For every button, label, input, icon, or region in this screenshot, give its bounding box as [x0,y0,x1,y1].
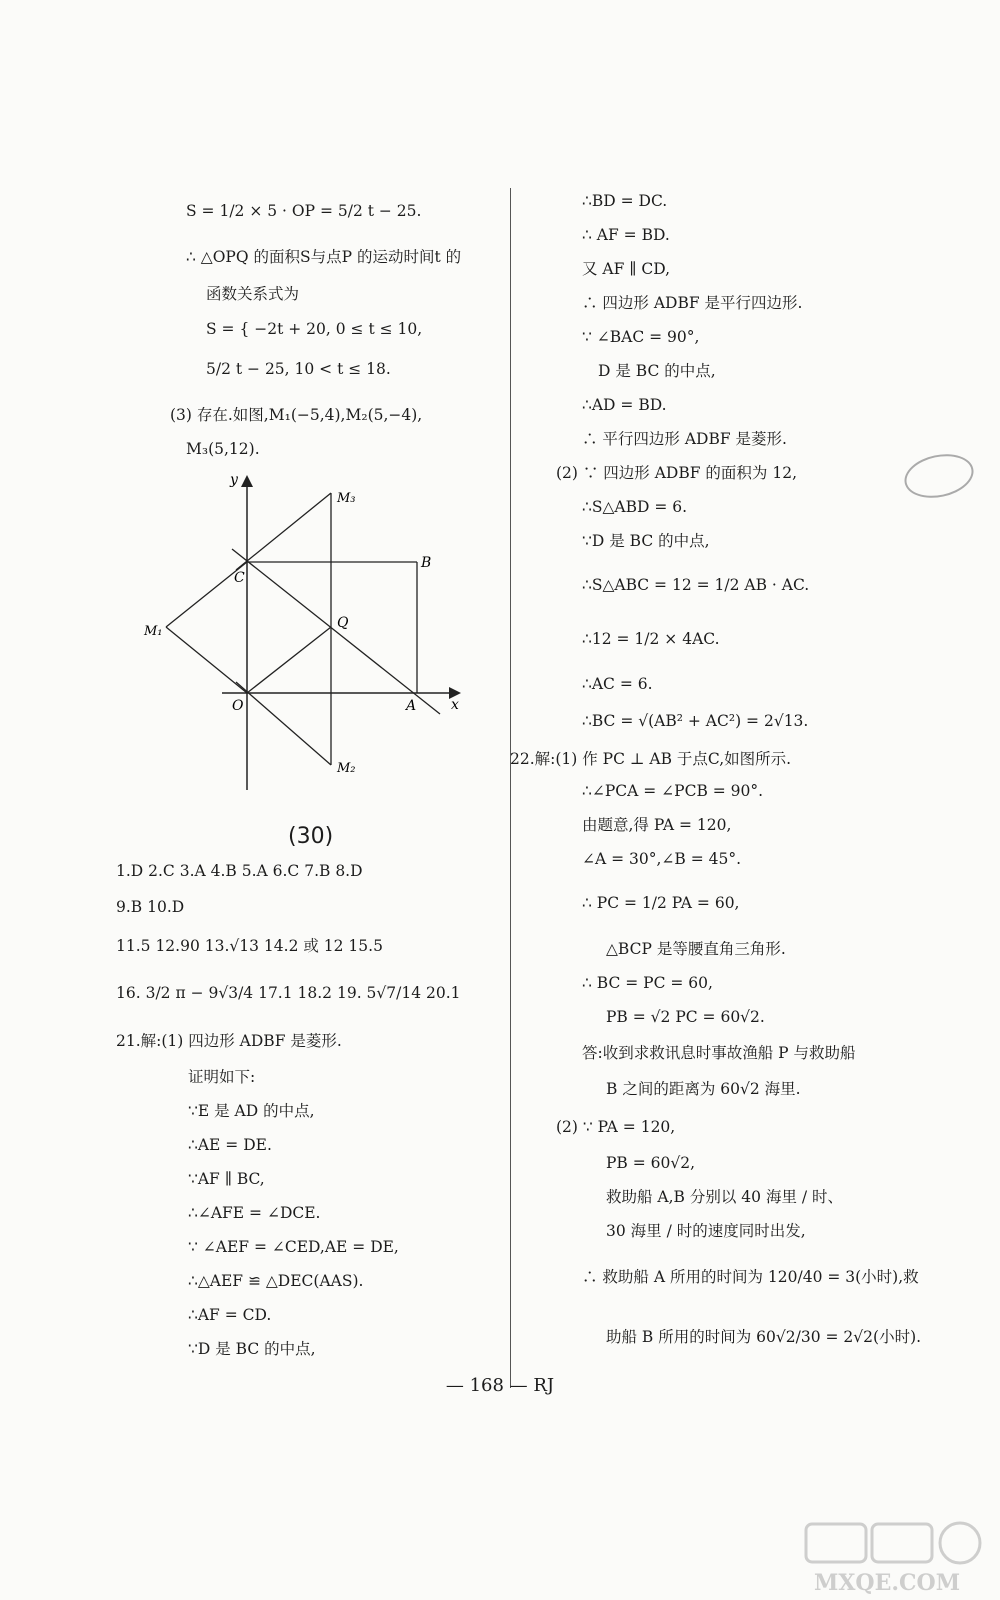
text-line: ∴ 四边形 ADBF 是平行四边形. [582,294,803,312]
page-footer: — 168 — RJ [445,1375,555,1396]
text-line: (2) ∵ 四边形 ADBF 的面积为 12, [556,464,798,482]
text-line: S = 1/2 × 5 · OP = 5/2 t − 25. [186,202,422,220]
watermark-text: MXQE.COM [814,1570,961,1596]
text-line: 救助船 A,B 分别以 40 海里 / 时、 [606,1188,844,1206]
section-number: (30) [288,824,334,849]
text-line: ∵AF ∥ BC, [188,1170,265,1188]
text-line: ∴△AEF ≌ △DEC(AAS). [188,1272,364,1290]
text-line: 30 海里 / 时的速度同时出发, [606,1222,806,1240]
answer-line: 16. 3/2 π − 9√3/4 17.1 18.2 19. 5√7/14 20.1 [116,984,461,1002]
text-line: 助船 B 所用的时间为 60√2/30 = 2√2(小时). [606,1328,922,1346]
text-line: ∴ 平行四边形 ADBF 是菱形. [582,430,787,448]
text-line: ∴∠PCA = ∠PCB = 90°. [582,782,764,800]
answer-line: 9.B 10.D [116,898,185,916]
text-line: ∵ ∠AEF = ∠CED,AE = DE, [188,1238,399,1256]
label-m3: M₃ [337,491,356,506]
text-line: ∴ AF = BD. [582,226,670,244]
text-line: 22.解:(1) 作 PC ⊥ AB 于点C,如图所示. [510,750,792,768]
answer-line: 1.D 2.C 3.A 4.B 5.A 6.C 7.B 8.D [116,862,363,880]
text-line: ∴∠AFE = ∠DCE. [188,1204,321,1222]
label-y: y [230,472,238,488]
text-line: (3) 存在.如图,M₁(−5,4),M₂(5,−4), [170,406,423,424]
text-line: M₃(5,12). [186,440,260,458]
label-x: x [451,697,459,713]
text-line: ∴S△ABD = 6. [582,498,688,516]
text-line: ∴AD = BD. [582,396,667,414]
text-line: (2) ∵ PA = 120, [556,1118,676,1136]
text-line: PB = √2 PC = 60√2. [606,1008,765,1026]
text-line: △BCP 是等腰直角三角形. [606,940,786,958]
text-line: 5/2 t − 25, 10 < t ≤ 18. [206,360,391,378]
line-o-q [247,627,331,693]
text-line: PB = 60√2, [606,1154,696,1172]
answer-line: 11.5 12.90 13.√13 14.2 或 12 15.5 [116,937,383,955]
line-m1-o [166,627,247,693]
text-line: ∵E 是 AD 的中点, [188,1102,315,1120]
text-line: B 之间的距离为 60√2 海里. [606,1080,801,1098]
stamp-mark [900,448,977,504]
watermark-logo [804,1520,994,1598]
text-line: ∴BD = DC. [582,192,668,210]
text-line: 函数关系式为 [206,285,300,303]
text-line: ∴ PC = 1/2 PA = 60, [582,894,740,912]
text-line: ∴AF = CD. [188,1306,272,1324]
text-line: ∵D 是 BC 的中点, [188,1340,316,1358]
text-line: ∴ BC = PC = 60, [582,974,713,992]
label-m1: M₁ [144,624,163,639]
text-line: ∴AE = DE. [188,1136,272,1154]
text-line: ∠A = 30°,∠B = 45°. [582,850,742,868]
text-line: 又 AF ∥ CD, [582,260,671,278]
text-line: ∴ 救助船 A 所用的时间为 120/40 = 3(小时),救 [582,1268,919,1286]
text-line: ∴AC = 6. [582,675,653,693]
text-line: 答:收到求救讯息时事故渔船 P 与救助船 [582,1044,856,1062]
text-line: ∵ ∠BAC = 90°, [582,328,700,346]
text-line: S = { −2t + 20, 0 ≤ t ≤ 10, [206,320,423,338]
label-c: C [234,570,245,586]
text-line: 由题意,得 PA = 120, [582,816,732,834]
text-line: 21.解:(1) 四边形 ADBF 是菱形. [116,1032,342,1050]
text-line: ∴12 = 1/2 × 4AC. [582,630,720,648]
label-o: O [232,698,244,714]
line-c-a [232,549,440,714]
text-line: ∵D 是 BC 的中点, [582,532,710,550]
label-b: B [421,555,432,571]
line-o-m2 [236,682,331,765]
geometry-figure [140,468,480,798]
column-divider [510,188,511,1388]
label-a: A [406,698,417,714]
text-line: 证明如下: [188,1068,256,1086]
text-line: D 是 BC 的中点, [598,362,716,380]
line-o-m3 [236,493,331,570]
text-line: ∴S△ABC = 12 = 1/2 AB · AC. [582,576,810,594]
label-m2: M₂ [337,761,356,776]
label-q: Q [337,615,349,631]
text-line: ∴BC = √(AB² + AC²) = 2√13. [582,712,809,730]
text-line: ∴ △OPQ 的面积S与点P 的运动时间t 的 [186,248,462,266]
